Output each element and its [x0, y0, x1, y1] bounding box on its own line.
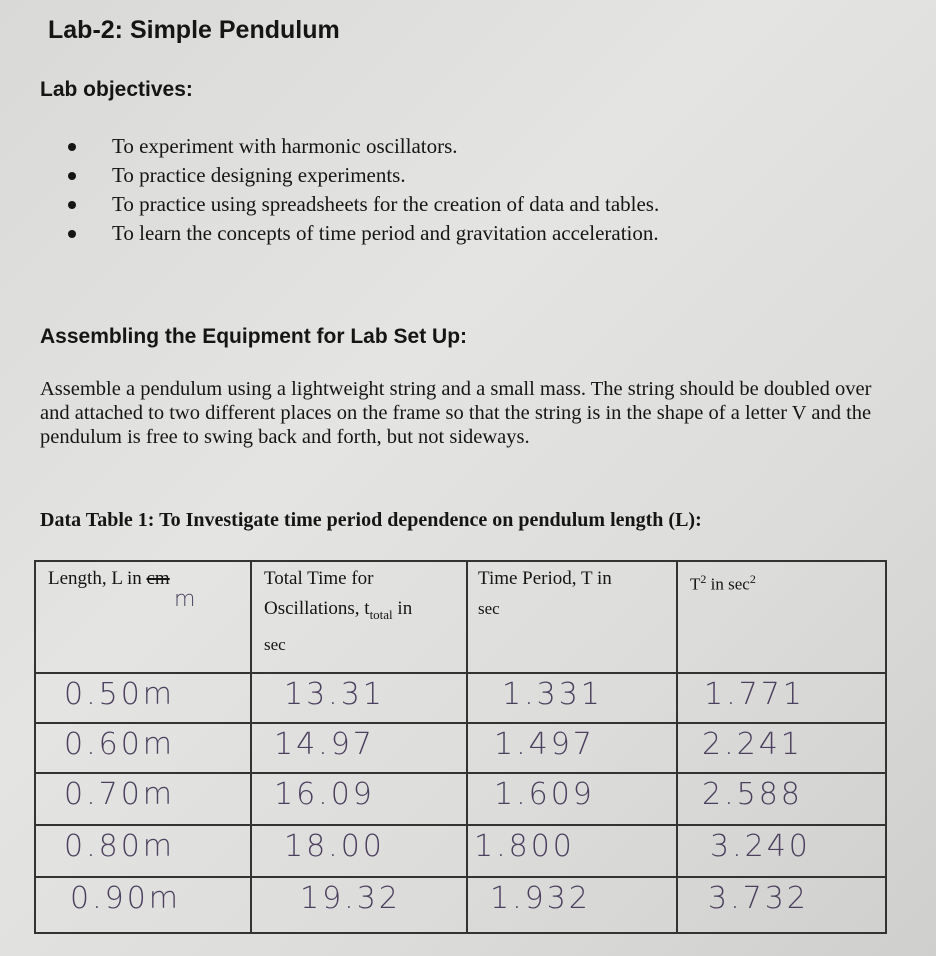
table-divider: [34, 722, 886, 724]
objective-item: To learn the concepts of time period and gravitation acceleration.: [62, 219, 659, 248]
header-length-hand-unit: m: [174, 587, 196, 612]
table-divider: [34, 672, 886, 674]
cell-length: 0.70m: [64, 777, 176, 812]
table-column-divider: [250, 560, 252, 934]
table-row: [34, 722, 886, 772]
cell-period: 1.932: [490, 881, 591, 916]
table-divider: [34, 772, 886, 774]
cell-length: 0.60m: [64, 727, 176, 762]
header-t-squared: $T^2$ in $\sec^2$: [690, 572, 756, 594]
table-divider: [34, 824, 886, 826]
bullet-icon: [68, 230, 76, 238]
table-border-top: [34, 560, 886, 562]
table-caption: Data Table 1: To Investigate time period dependence on pendulum length (L):: [40, 509, 702, 531]
objective-item: To practice using spreadsheets for the creation of data and tables.: [62, 190, 659, 219]
cell-length: 0.50m: [64, 677, 176, 712]
cell-t-squared: 3.732: [708, 881, 809, 916]
header-length: Length, L in cm m: [48, 568, 196, 612]
cell-total-time: 16.09: [274, 777, 375, 812]
cell-total-time: 18.00: [284, 829, 385, 864]
header-period: Time Period, T in sec: [478, 568, 612, 618]
table-row: [34, 672, 886, 722]
cell-total-time: 14.97: [274, 727, 375, 762]
assembly-heading: Assembling the Equipment for Lab Set Up:: [40, 325, 468, 348]
objectives-list: [62, 132, 659, 248]
bullet-icon: [68, 201, 76, 209]
assembly-paragraph: Assemble a pendulum using a lightweight string and a small mass. The string should be doubled over and attached to two different places on the frame so that the string is in the shape of a letter V and the pendulum is free to swing back and forth, but not sideways.: [40, 378, 872, 448]
cell-length: 0.80m: [64, 829, 176, 864]
table-divider: [34, 876, 886, 878]
table-row: [34, 824, 886, 876]
cell-period: 1.331: [502, 677, 603, 712]
header-total-time: Total Time for Oscillations, $t_{total}$ in sec: [264, 568, 413, 654]
table-header-row: [34, 560, 886, 672]
table-border-bottom: [34, 932, 886, 934]
table-row: [34, 876, 886, 932]
table-row: [34, 772, 886, 824]
objective-item: To experiment with harmonic oscillators.: [62, 132, 659, 161]
objectives-heading: Lab objectives:: [40, 78, 193, 101]
table-column-divider: [676, 560, 678, 934]
cell-length: 0.90m: [70, 881, 182, 916]
cell-period: 1.497: [494, 727, 595, 762]
objective-item: To practice designing experiments.: [62, 161, 659, 190]
cell-total-time: 19.32: [300, 881, 401, 916]
table-border-left: [34, 560, 36, 934]
cell-period: 1.800: [474, 829, 575, 864]
bullet-icon: [68, 143, 76, 151]
table-border-right: [885, 560, 887, 934]
data-table: [34, 560, 886, 936]
cell-t-squared: 2.241: [702, 727, 803, 762]
cell-total-time: 13.31: [284, 677, 385, 712]
cell-t-squared: 1.771: [704, 677, 805, 712]
cell-t-squared: 3.240: [710, 829, 811, 864]
table-column-divider: [466, 560, 468, 934]
cell-period: 1.609: [494, 777, 595, 812]
bullet-icon: [68, 172, 76, 180]
page-title: Lab-2: Simple Pendulum: [48, 16, 340, 44]
cell-t-squared: 2.588: [702, 777, 803, 812]
